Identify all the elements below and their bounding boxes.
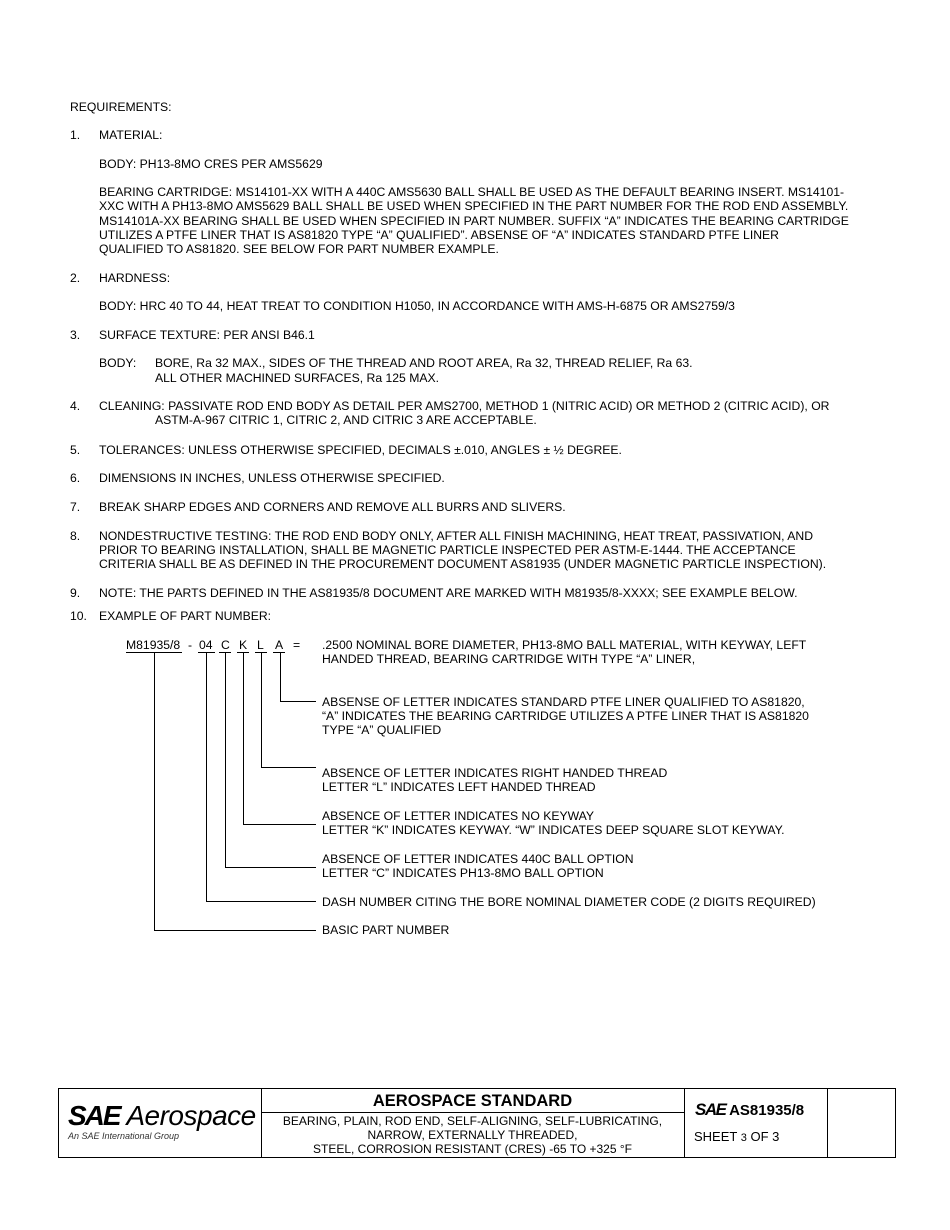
title-divider (261, 1112, 684, 1113)
example-title: EXAMPLE OF PART NUMBER: (99, 609, 272, 623)
cleaning-line: CLEANING: PASSIVATE ROD END BODY AS DETAIL PER AMS2700, METHOD 1 (NITRIC ACID) OR METHOD 2 (CITRIC ACID), OR (99, 399, 830, 413)
pn-equals: = (293, 638, 301, 652)
leader-dash-horizontal (206, 901, 316, 902)
sheet-info (694, 1129, 779, 1146)
leader-a-vertical (280, 653, 281, 701)
underline-a (273, 652, 285, 653)
cleaning-line: ASTM-A-967 CITRIC 1, CITRIC 2, AND CITRIC 3 ARE ACCEPTABLE. (155, 413, 537, 427)
item-number: 3. (70, 328, 81, 342)
sheet-total: OF 3 (750, 1129, 780, 1144)
leader-dash-vertical (206, 653, 207, 901)
leader-k-vertical (243, 653, 244, 824)
item-number: 10. (70, 609, 87, 623)
sae-mark: SAE (695, 1100, 726, 1119)
item-number: 8. (70, 529, 81, 543)
pn-dash: - (188, 638, 193, 652)
leader-l-horizontal (261, 767, 316, 768)
leader-l-vertical (261, 653, 262, 767)
surface-body-line: BORE, Ra 32 MAX., SIDES OF THE THREAD AND ROOT AREA, Ra 32, THREAD RELIEF, Ra 63. (155, 356, 693, 370)
doc-number: AS81935/8 (729, 1102, 805, 1119)
logo-sae: SAE (68, 1100, 120, 1131)
callout-c-line: LETTER “C” INDICATES PH13-8MO BALL OPTION (322, 866, 604, 880)
cartridge-line: XXC WITH A PH13-8MO AMS5629 BALL SHALL BE USED WHEN SPECIFIED IN THE PART NUMBER FOR THE ROD END ASSEMBLY. (99, 199, 849, 213)
pn-letter-a: A (275, 638, 284, 652)
cartridge-line: BEARING CARTRIDGE: MS14101-XX WITH A 440C AMS5630 BALL SHALL BE USED AS THE DEFAULT BEARING INSERT. MS14101- (99, 185, 845, 199)
hardness-title: HARDNESS: (99, 271, 171, 285)
cartridge-line: MS14101A-XX BEARING SHALL BE USED WHEN SPECIFIED IN PART NUMBER. SUFFIX “A” INDICATES THE BEARING CARTRIDGE (99, 214, 849, 228)
subtitle-line: NARROW, EXTERNALLY THREADED, (367, 1128, 578, 1142)
pn-description-line: .2500 NOMINAL BORE DIAMETER, PH13-8MO BALL MATERIAL, WITH KEYWAY, LEFT (322, 638, 807, 652)
ndt-line: NONDESTRUCTIVE TESTING: THE ROD END BODY ONLY, AFTER ALL FINISH MACHINING, HEAT TREAT, PASSIVATION, AND (99, 529, 813, 543)
material-title: MATERIAL: (99, 128, 163, 142)
logo-cell (59, 1089, 262, 1157)
title-block (58, 1088, 896, 1158)
callout-k-line: ABSENCE OF LETTER INDICATES NO KEYWAY (322, 809, 595, 823)
item-number: 5. (70, 443, 81, 457)
item-number: 4. (70, 399, 81, 413)
standard-subtitle (261, 1114, 684, 1156)
sheet-label: SHEET (694, 1129, 738, 1144)
column-divider (684, 1089, 685, 1157)
item-number: 2. (70, 271, 81, 285)
doc-number-cell (695, 1101, 804, 1120)
column-divider (827, 1089, 828, 1157)
subtitle-line: STEEL, CORROSION RESISTANT (CRES) -65 TO +325 °F (313, 1142, 632, 1156)
cartridge-line: UTILIZES A PTFE LINER THAT IS AS81820 TYPE “A” QUALIFIED”. ABSENSE OF “A” INDICATES STANDARD PTFE LINER (99, 228, 779, 242)
note-text: NOTE: THE PARTS DEFINED IN THE AS81935/8 DOCUMENT ARE MARKED WITH M81935/8-XXXX; SEE EXAMPLE BELOW. (99, 586, 798, 600)
leader-a-horizontal (280, 701, 316, 702)
ndt-line: CRITERIA SHALL BE AS DEFINED IN THE PROCUREMENT DOCUMENT AS81935 (UNDER MAGNETIC PARTICLE INSPECTION). (99, 557, 827, 571)
pn-base: M81935/8 (126, 638, 181, 652)
dimensions-text: DIMENSIONS IN INCHES, UNLESS OTHERWISE SPECIFIED. (99, 471, 445, 485)
material-body: BODY: PH13-8MO CRES PER AMS5629 (99, 157, 323, 171)
callout-l-line: ABSENCE OF LETTER INDICATES RIGHT HANDED THREAD (322, 766, 668, 780)
sheet-number: 3 (740, 1132, 747, 1144)
hardness-body: BODY: HRC 40 TO 44, HEAT TREAT TO CONDITION H1050, IN ACCORDANCE WITH AMS-H-6875 OR AMS2759/3 (99, 299, 735, 313)
callout-a-line: ABSENSE OF LETTER INDICATES STANDARD PTFE LINER QUALIFIED TO AS81820, (322, 695, 805, 709)
surface-body-line: ALL OTHER MACHINED SURFACES, Ra 125 MAX. (155, 371, 439, 385)
leader-c-horizontal (225, 867, 316, 868)
subtitle-line: BEARING, PLAIN, ROD END, SELF-ALIGNING, SELF-LUBRICATING, (282, 1114, 663, 1128)
leader-c-vertical (225, 653, 226, 867)
callout-a-line: TYPE “A” QUALIFIED (322, 723, 442, 737)
surface-body-label: BODY: (99, 356, 137, 370)
cartridge-line: QUALIFIED TO AS81820. SEE BELOW FOR PART NUMBER EXAMPLE. (99, 242, 499, 256)
callout-base-line: BASIC PART NUMBER (322, 923, 450, 937)
callout-l-line: LETTER “L” INDICATES LEFT HANDED THREAD (322, 780, 596, 794)
item-number: 1. (70, 128, 81, 142)
requirements-heading: REQUIREMENTS: (70, 100, 172, 114)
item-number: 6. (70, 471, 81, 485)
surface-title: SURFACE TEXTURE: PER ANSI B46.1 (99, 328, 315, 342)
item-number: 7. (70, 500, 81, 514)
tolerances-text: TOLERANCES: UNLESS OTHERWISE SPECIFIED, DECIMALS ±.010, ANGLES ± ½ DEGREE. (99, 443, 622, 457)
item-number: 9. (70, 586, 81, 600)
sae-aerospace-logo: SAE Aerospace (68, 1100, 256, 1131)
ndt-line: PRIOR TO BEARING INSTALLATION, SHALL BE MAGNETIC PARTICLE INSPECTED PER ASTM-E-1444. THE ACCEPTANCE (99, 543, 796, 557)
callout-dash-line: DASH NUMBER CITING THE BORE NOMINAL DIAMETER CODE (2 DIGITS REQUIRED) (322, 895, 816, 909)
pn-letter-c: C (221, 638, 230, 652)
pn-letter-k: K (239, 638, 248, 652)
standard-title: AEROSPACE STANDARD (372, 1092, 573, 1110)
leader-base-horizontal (154, 930, 316, 931)
pn-letter-l: L (257, 638, 264, 652)
callout-c-line: ABSENCE OF LETTER INDICATES 440C BALL OPTION (322, 852, 634, 866)
edges-text: BREAK SHARP EDGES AND CORNERS AND REMOVE ALL BURRS AND SLIVERS. (99, 500, 566, 514)
pn-description-line: HANDED THREAD, BEARING CARTRIDGE WITH TYPE “A” LINER, (322, 652, 696, 666)
callout-k-line: LETTER “K” INDICATES KEYWAY. “W” INDICATES DEEP SQUARE SLOT KEYWAY. (322, 823, 785, 837)
leader-base-vertical (154, 653, 155, 930)
pn-dash-number: 04 (199, 638, 213, 652)
leader-k-horizontal (243, 824, 316, 825)
logo-tagline: An SAE International Group (68, 1131, 180, 1141)
callout-a-line: “A” INDICATES THE BEARING CARTRIDGE UTILIZES A PTFE LINER THAT IS AS81820 (322, 709, 809, 723)
